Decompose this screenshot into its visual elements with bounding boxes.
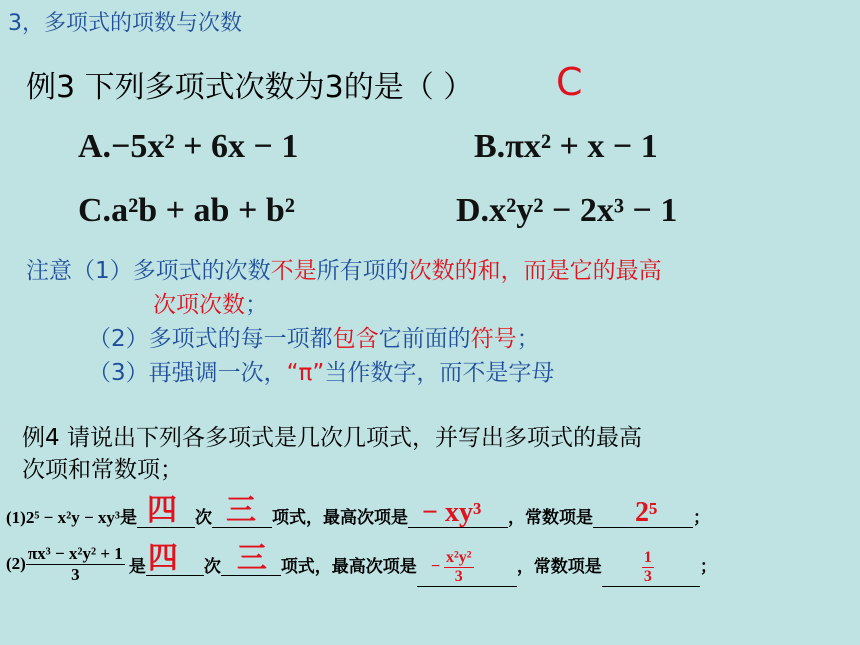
option-c-expr: a²b + ab + b² bbox=[111, 192, 295, 229]
question-1 bbox=[6, 488, 710, 528]
q2-highest-num: x²y² bbox=[445, 548, 472, 566]
q1-highest-blank[interactable] bbox=[408, 497, 508, 528]
q1-constant-answer: 2⁵ bbox=[635, 497, 658, 528]
q1-is: 是 bbox=[120, 508, 137, 527]
q2-highest-answer bbox=[431, 549, 474, 586]
option-c bbox=[78, 192, 295, 230]
section-heading: 3，多项式的项数与次数 bbox=[8, 11, 242, 36]
example4-line1: 例4 请说出下列各多项式是几次几项式，并写出多项式的最高 bbox=[22, 425, 642, 451]
option-b bbox=[474, 128, 658, 166]
option-d bbox=[456, 192, 677, 230]
note-1-end: ； bbox=[245, 292, 268, 318]
option-c-prefix: C. bbox=[78, 192, 112, 229]
note-2-emph-2: 符号 bbox=[470, 326, 517, 352]
note-3-text: （3）再强调一次， bbox=[88, 360, 287, 386]
option-a-prefix: A. bbox=[78, 128, 112, 165]
q2-tail1: 项式，最高次项是 bbox=[280, 556, 417, 576]
note-1-cont bbox=[153, 286, 268, 319]
example4-prompt bbox=[22, 422, 642, 486]
q1-label: (1) bbox=[6, 508, 26, 527]
q1-expression: 2⁵ − x²y − xy³ bbox=[25, 508, 120, 527]
q2-denominator: 3 bbox=[71, 564, 80, 584]
option-a-expr: −5x² + 6x − 1 bbox=[111, 128, 299, 165]
q1-highest-answer: − xy³ bbox=[422, 497, 482, 528]
note-1-emph-3: 次项次数 bbox=[153, 292, 245, 318]
q2-degree-blank[interactable] bbox=[146, 541, 204, 576]
q2-constant-blank[interactable] bbox=[602, 542, 700, 587]
q2-constant-den: 3 bbox=[643, 567, 652, 585]
q2-constant-answer bbox=[642, 549, 654, 586]
note-1-emph: 不是 bbox=[270, 258, 317, 284]
q2-degree-answer: 四 bbox=[147, 541, 178, 575]
note-2-end: ； bbox=[516, 326, 540, 352]
q1-end: ； bbox=[693, 508, 710, 527]
note-1-emph-2: 次数的和，而是它的最高 bbox=[408, 258, 662, 284]
q1-terms-answer: 三 bbox=[226, 494, 256, 527]
q2-terms-answer: 三 bbox=[236, 541, 267, 575]
q2-highest-den: 3 bbox=[454, 567, 463, 585]
note-1-text: 注意（1）多项式的次数 bbox=[26, 258, 271, 284]
q1-constant-blank[interactable] bbox=[593, 497, 693, 528]
option-d-prefix: D. bbox=[456, 192, 490, 229]
note-3 bbox=[88, 354, 554, 387]
q2-ci: 次 bbox=[203, 556, 221, 576]
example3-answer: C bbox=[556, 60, 583, 104]
q1-tail1: 项式，最高次项是 bbox=[272, 508, 408, 527]
note-2-text: （2）多项式的每一项都 bbox=[88, 326, 333, 352]
q2-expression bbox=[26, 544, 125, 585]
note-2 bbox=[88, 320, 540, 353]
example3-label: 例3 下列多项式次数为3的是（ ） bbox=[26, 70, 474, 105]
q2-constant-num: 1 bbox=[643, 548, 652, 566]
q2-highest-sign: − bbox=[430, 558, 440, 575]
q1-terms-blank[interactable] bbox=[212, 494, 272, 528]
q1-degree-answer: 四 bbox=[147, 494, 177, 527]
q2-tail2: ，常数项是 bbox=[516, 556, 602, 576]
q2-label: (2) bbox=[6, 554, 26, 573]
q1-degree-blank[interactable] bbox=[137, 494, 195, 528]
q2-terms-blank[interactable] bbox=[221, 541, 281, 576]
option-a bbox=[78, 128, 298, 166]
example4-line2: 次项和常数项； bbox=[22, 457, 183, 483]
q1-tail2: ，常数项是 bbox=[508, 508, 593, 527]
option-b-prefix: B. bbox=[474, 128, 506, 165]
q2-highest-frac bbox=[444, 549, 474, 586]
q2-highest-blank[interactable] bbox=[417, 542, 517, 587]
option-b-expr: πx² + x − 1 bbox=[505, 128, 658, 165]
question-2 bbox=[6, 532, 717, 596]
note-1-text-2: 所有项的 bbox=[316, 258, 409, 284]
q1-ci: 次 bbox=[195, 508, 212, 527]
option-d-expr: x²y² − 2x³ − 1 bbox=[489, 192, 678, 229]
note-3-text-2: 当作数字，而不是字母 bbox=[324, 360, 555, 386]
q2-is: 是 bbox=[128, 556, 146, 576]
q2-end: ； bbox=[699, 556, 717, 576]
note-2-text-2: 它前面的 bbox=[378, 326, 471, 352]
note-2-emph: 包含 bbox=[332, 326, 379, 352]
note-3-pi: “π” bbox=[286, 360, 325, 386]
q2-numerator: πx³ − x²y² + 1 bbox=[27, 543, 123, 563]
note-1 bbox=[26, 252, 662, 285]
